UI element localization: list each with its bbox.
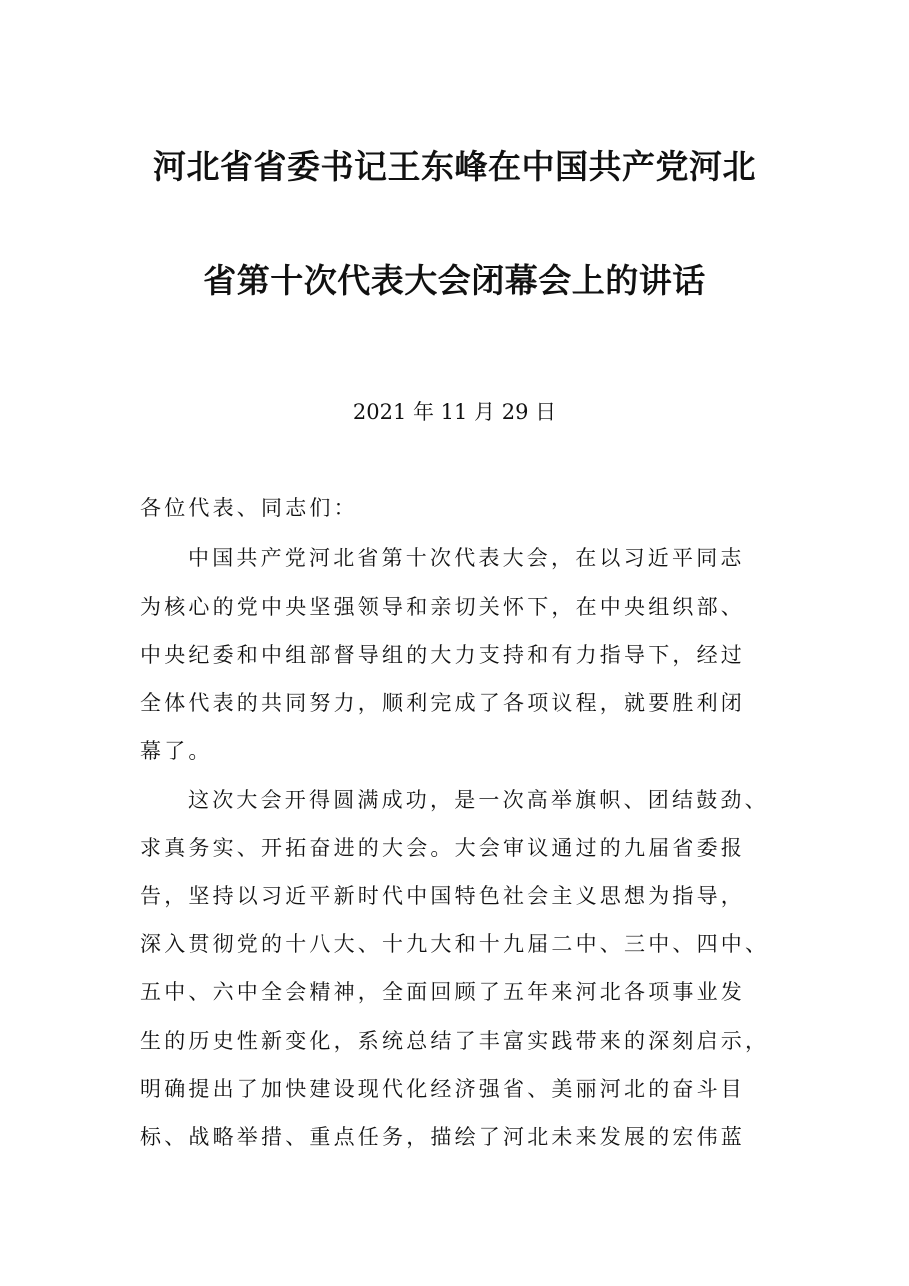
paragraph-2-line: 深入贯彻党的十八大、十九大和十九届二中、三中、四中、 [140,932,770,956]
paragraph-2-line: 明确提出了加快建设现代化经济强省、美丽河北的奋斗目 [140,1077,745,1101]
speech-date: 2021 年 11 月 29 日 [352,400,557,424]
paragraph-2-line: 生的历史性新变化，系统总结了丰富实践带来的深刻启示， [140,1029,770,1053]
paragraph-1-line: 全体代表的共同努力，顺利完成了各项议程，就要胜利闭 [140,691,745,715]
paragraph-1-line: 为核心的党中央坚强领导和亲切关怀下，在中央组织部、 [140,595,745,619]
paragraph-2-line: 这次大会开得圆满成功，是一次高举旗帜、团结鼓劲、 [188,788,769,812]
paragraph-1-line: 中国共产党河北省第十次代表大会，在以习近平同志 [188,546,745,570]
paragraph-1-line: 幕了。 [140,739,213,763]
paragraph-2-line: 求真务实、开拓奋进的大会。大会审议通过的九届省委报 [140,836,745,860]
document-title-line-2: 省第十次代表大会闭幕会上的讲话 [203,261,706,300]
salutation: 各位代表、同志们： [140,496,358,520]
paragraph-2-line: 标、战略举措、重点任务，描绘了河北未来发展的宏伟蓝 [140,1125,745,1149]
paragraph-2-line: 五中、六中全会精神，全面回顾了五年来河北各项事业发 [140,980,745,1004]
paragraph-1-line: 中央纪委和中组部督导组的大力支持和有力指导下，经过 [140,643,745,667]
document-title-line-1: 河北省省委书记王东峰在中国共产党河北 [153,147,756,186]
paragraph-2-line: 告，坚持以习近平新时代中国特色社会主义思想为指导， [140,884,745,908]
